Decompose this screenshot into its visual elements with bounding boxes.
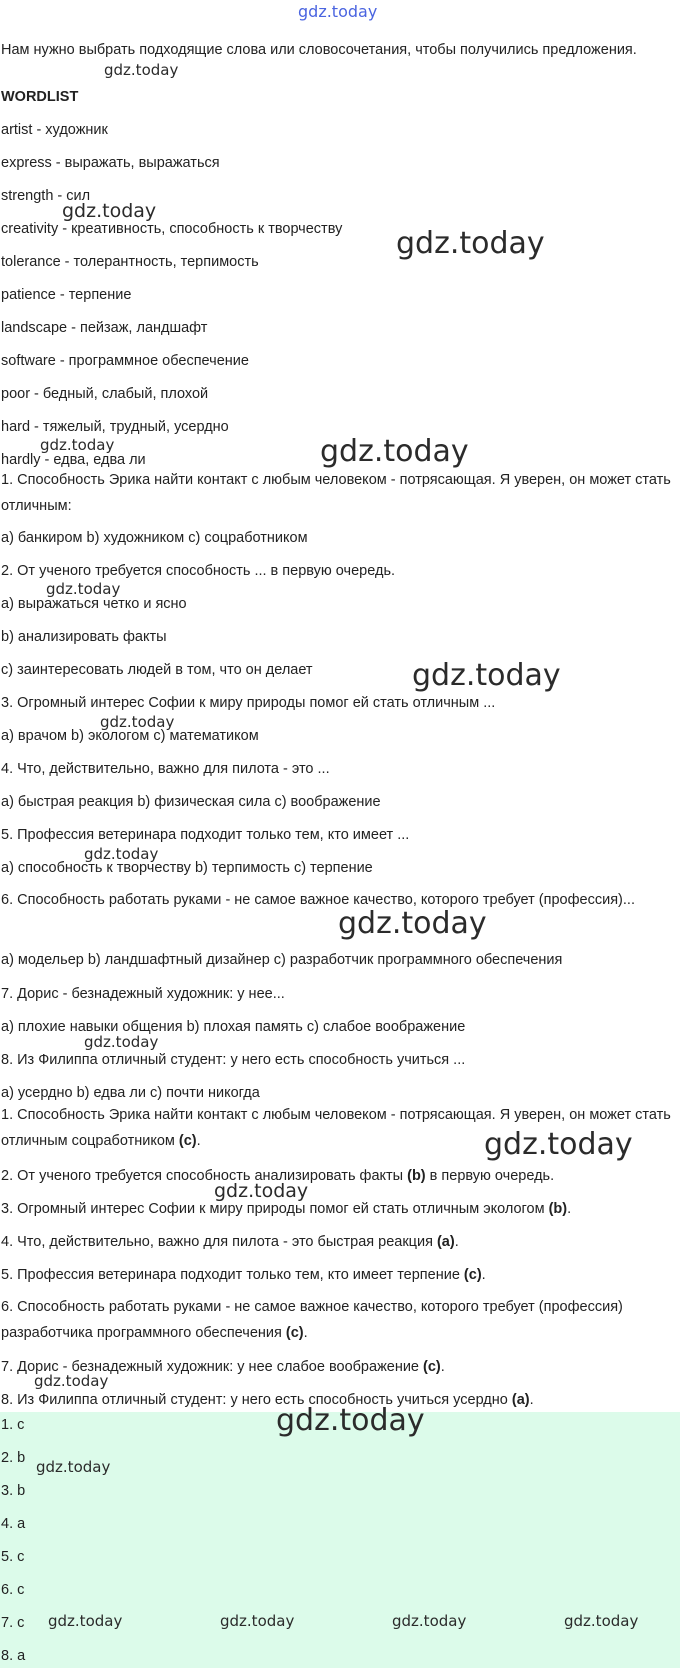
watermark: gdz.today	[298, 2, 378, 21]
task-question: 3. Огромный интерес Софии к миру природы помог ей стать отличным ...	[1, 695, 496, 711]
task-option: a) плохие навыки общения b) плохая память c) слабое воображение	[1, 1019, 466, 1035]
wordlist-item: software - программное обеспечение	[1, 353, 249, 369]
task-question: 8. Из Филиппа отличный студент: у него есть способность учиться ...	[1, 1052, 466, 1068]
task-option: a) выражаться четко и ясно	[1, 596, 187, 612]
solution-line: 2. От ученого требуется способность анализировать факты (b) в первую очередь.	[1, 1168, 555, 1184]
answer-item: 8. a	[1, 1648, 26, 1664]
answer-mark: (b)	[407, 1168, 426, 1184]
task-question: 6. Способность работать руками - не самое важное качество, которого требует (профессия)...	[1, 892, 635, 908]
wordlist-item: tolerance - толерантность, терпимость	[1, 254, 259, 270]
task-option: a) способность к творчеству b) терпимость c) терпение	[1, 860, 373, 876]
task-option: c) заинтересовать людей в том, что он делает	[1, 662, 313, 678]
answer-item: 2. b	[1, 1450, 26, 1466]
task-question: 1. Способность Эрика найти контакт с любым человеком - потрясающая. Я уверен, он может стать отличным:	[1, 472, 671, 514]
wordlist-item: poor - бедный, слабый, плохой	[1, 386, 209, 402]
watermark: gdz.today	[338, 906, 487, 941]
task-option: b) анализировать факты	[1, 629, 167, 645]
wordlist-item: artist - художник	[1, 122, 108, 138]
solution-line: 1. Способность Эрика найти контакт с любым человеком - потрясающая. Я уверен, он может стать отличным соцработником (c).	[1, 1107, 671, 1149]
task-option: a) модельер b) ландшафтный дизайнер c) разработчик программного обеспечения	[1, 952, 563, 968]
watermark: gdz.today	[564, 1612, 639, 1630]
watermark: gdz.today	[40, 436, 115, 454]
watermark: gdz.today	[276, 1403, 425, 1438]
watermark: gdz.today	[220, 1612, 295, 1630]
task-question: 4. Что, действительно, важно для пилота - это ...	[1, 761, 330, 777]
answer-mark: (a)	[511, 1392, 530, 1408]
answer-item: 7. c	[1, 1615, 25, 1631]
solution-line: 6. Способность работать руками - не самое важное качество, которого требует (профессия) разработчика программного обеспечения (c).	[1, 1299, 623, 1341]
watermark: gdz.today	[104, 61, 179, 79]
watermark: gdz.today	[392, 1612, 467, 1630]
solution-line: 4. Что, действительно, важно для пилота - это быстрая реакция (a).	[1, 1234, 459, 1250]
wordlist-item: hardly - едва, едва ли	[1, 452, 146, 468]
watermark: gdz.today	[48, 1612, 123, 1630]
solution-line: 8. Из Филиппа отличный студент: у него есть способность учиться усердно (a).	[1, 1392, 534, 1408]
solution-line: 3. Огромный интерес Софии к миру природы помог ей стать отличным экологом (b).	[1, 1201, 572, 1217]
answer-mark: (c)	[285, 1325, 304, 1341]
wordlist-item: strength - сил	[1, 188, 91, 204]
task-option: a) врачом b) экологом c) математиком	[1, 728, 259, 744]
wordlist-item: patience - терпение	[1, 287, 132, 303]
watermark: gdz.today	[34, 1372, 109, 1390]
watermark: gdz.today	[214, 1180, 309, 1202]
answer-item: 5. c	[1, 1549, 25, 1565]
answer-item: 6. c	[1, 1582, 25, 1598]
watermark: gdz.today	[84, 1033, 159, 1051]
task-question: 2. От ученого требуется способность ... в первую очередь.	[1, 563, 396, 579]
answer-item: 1. c	[1, 1417, 25, 1433]
solution-line: 5. Профессия ветеринара подходит только тем, кто имеет терпение (c).	[1, 1267, 486, 1283]
answer-mark: (a)	[436, 1234, 455, 1250]
answer-item: 4. a	[1, 1516, 26, 1532]
watermark: gdz.today	[46, 580, 121, 598]
task-question: 7. Дорис - безнадежный художник: у нее...	[1, 986, 285, 1002]
watermark: gdz.today	[62, 200, 157, 222]
watermark: gdz.today	[484, 1127, 633, 1162]
answer-mark: (b)	[548, 1201, 568, 1217]
task-option: a) быстрая реакция b) физическая сила c) воображение	[1, 794, 381, 810]
solution-line: 7. Дорис - безнадежный художник: у нее слабое воображение (c).	[1, 1359, 445, 1375]
watermark: gdz.today	[100, 713, 175, 731]
task-option: a) усердно b) едва ли c) почти никогда	[1, 1085, 260, 1101]
task-question: 5. Профессия ветеринара подходит только тем, кто имеет ...	[1, 827, 410, 843]
wordlist-item: hard - тяжелый, трудный, усердно	[1, 419, 229, 435]
wordlist-title: WORDLIST	[1, 89, 79, 105]
answer-item: 3. b	[1, 1483, 26, 1499]
watermark: gdz.today	[84, 845, 159, 863]
wordlist-item: express - выражать, выражаться	[1, 155, 220, 171]
intro-text: Нам нужно выбрать подходящие слова или словосочетания, чтобы получились предложения.	[1, 42, 637, 58]
watermark: gdz.today	[36, 1458, 111, 1476]
watermark: gdz.today	[412, 658, 561, 693]
task-option: a) банкиром b) художником c) соцработником	[1, 530, 308, 546]
answer-mark: (c)	[423, 1359, 441, 1375]
answer-mark: (c)	[463, 1267, 482, 1283]
wordlist-item: creativity - креативность, способность к творчеству	[1, 221, 343, 237]
watermark: gdz.today	[320, 434, 469, 469]
watermark: gdz.today	[396, 226, 545, 261]
answer-mark: (c)	[178, 1133, 197, 1149]
wordlist-item: landscape - пейзаж, ландшафт	[1, 320, 208, 336]
